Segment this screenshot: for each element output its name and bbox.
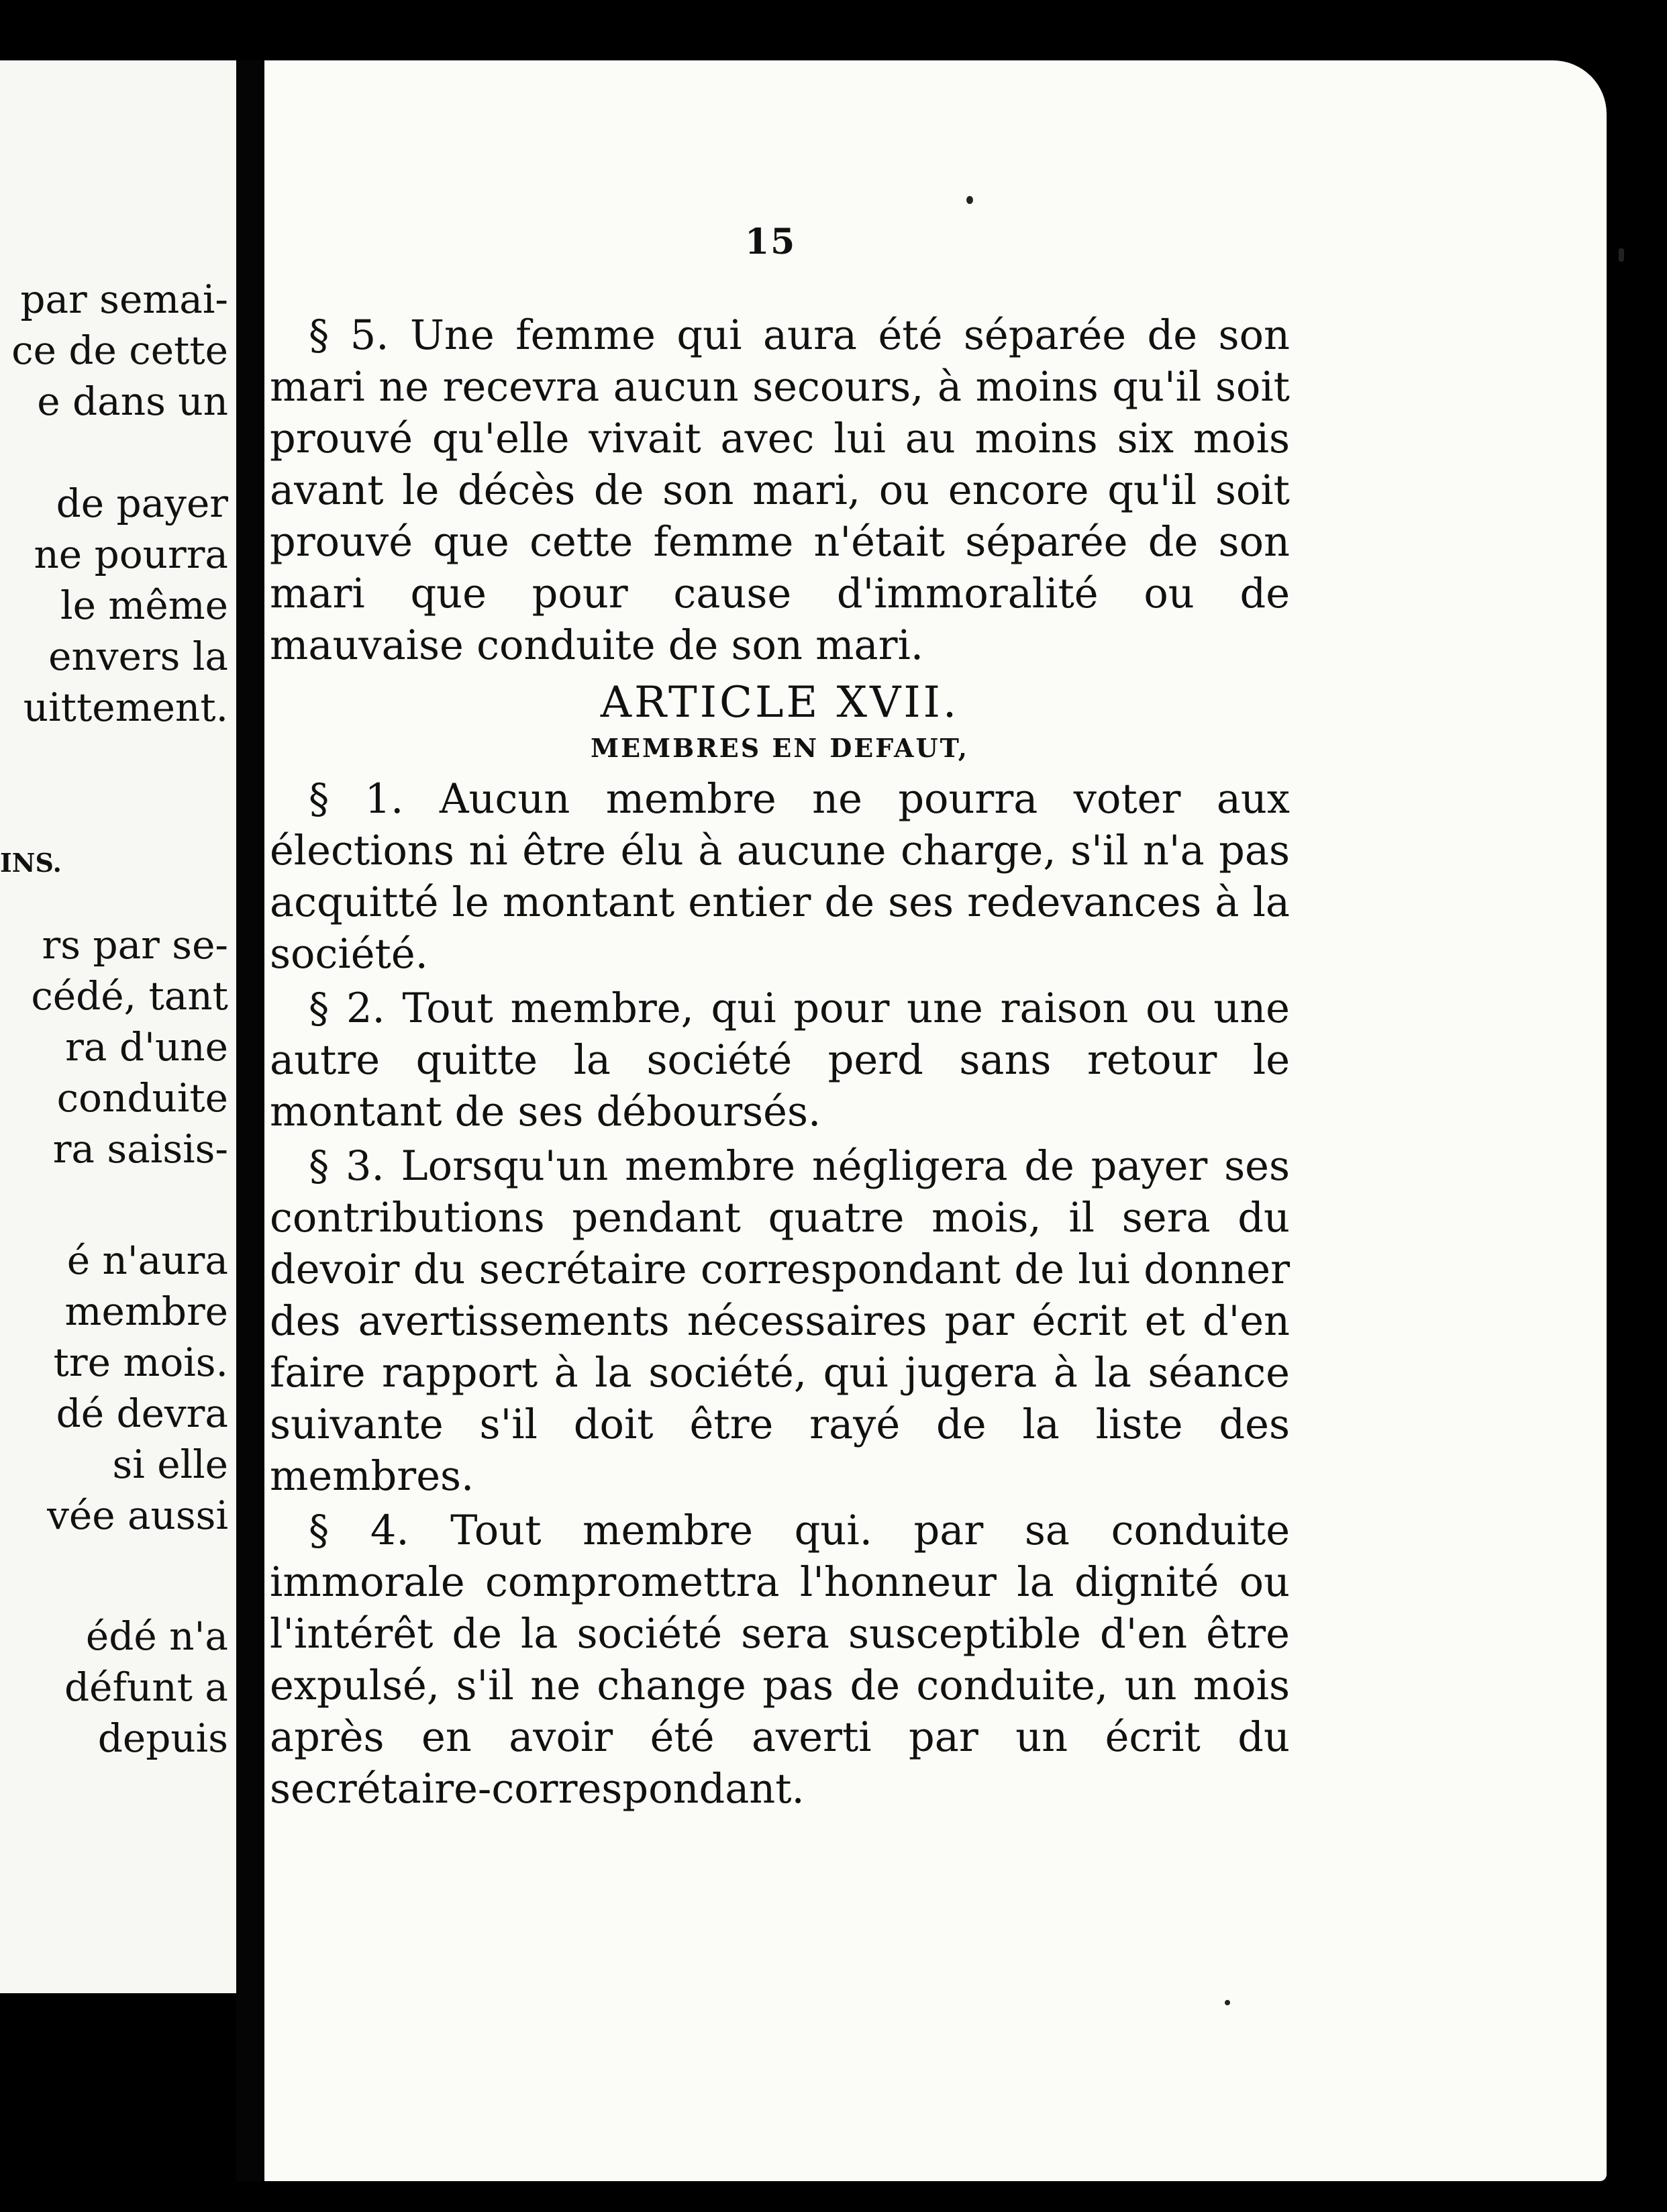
paragraph-section-2: § 2. Tout membre, qui pour une raison ou une autre quitte la société perd sans retour le montant de ses déboursés.: [270, 985, 1290, 1136]
left-page-line: cédé, tant: [31, 973, 228, 1019]
left-page-line: rs par se-: [42, 922, 228, 968]
left-facing-page: [0, 60, 236, 1993]
book-gutter: [236, 60, 264, 2181]
left-page-line: uittement.: [23, 685, 228, 730]
left-page-line: si elle: [112, 1442, 228, 1487]
left-page-line: tre mois.: [53, 1340, 228, 1385]
left-page-line: membre: [64, 1289, 228, 1334]
article-title: ARTICLE XVII.: [600, 678, 960, 727]
left-page-line: é n'aura: [66, 1238, 228, 1283]
left-page-line: ce de cette: [11, 328, 228, 373]
left-page-line: vée aussi: [47, 1493, 228, 1538]
article-subtitle: MEMBRES EN DEFAUT,: [591, 733, 969, 763]
left-page-line: conduite: [56, 1075, 228, 1121]
left-page-line: depuis: [97, 1715, 228, 1761]
left-page-line: par semai-: [20, 276, 228, 322]
scan-speck: [1619, 248, 1624, 262]
left-page-line: INS.: [0, 848, 62, 878]
left-page-line: ra d'une: [65, 1024, 228, 1070]
paragraph-section-5: § 5. Une femme qui aura été séparée de son mari ne recevra aucun secours, à moins qu'il soit prouvé qu'elle vivait avec lui au moins six mois avant le décès de son mari, ou encore qu'il soit prouvé que cette femme n'était séparée de son mari que pour cause d'immoralité ou de mauvaise conduite de son mari.: [270, 312, 1290, 669]
page-body: [270, 310, 1290, 1818]
scan-speck: [966, 196, 973, 204]
left-page-line: ra saisis-: [52, 1126, 228, 1172]
scan-speck: [1225, 2000, 1230, 2005]
left-page-line: le même: [60, 583, 228, 628]
paragraph-section-1: § 1. Aucun membre ne pourra voter aux élections ni être élu à aucune charge, s'il n'a pas acquitté le montant entier de ses redevances à la société.: [270, 776, 1290, 978]
left-page-line: e dans un: [37, 379, 228, 424]
left-page-text: [0, 60, 236, 1993]
paragraph-section-4: § 4. Tout membre qui. par sa conduite immorale compromettra l'honneur la dignité ou l'intérêt de la société sera susceptible d'en être expulsé, s'il ne change pas de conduite, un mois après en avoir été averti par un écrit du secrétaire-correspondant.: [270, 1507, 1290, 1813]
page-number: 15: [745, 221, 797, 262]
left-page-line: envers la: [48, 634, 228, 679]
left-page-line: défunt a: [64, 1664, 228, 1710]
left-page-line: dé devra: [56, 1391, 228, 1436]
paragraph-section-3: § 3. Lorsqu'un membre négligera de payer ses contributions pendant quatre mois, il sera du devoir du secrétaire correspondant de lui donner des avertissements nécessaires par écrit et d'en faire rapport à la société, qui jugera à la séance suivante s'il doit être rayé de la liste des membres.: [270, 1143, 1290, 1500]
left-page-line: édé n'a: [85, 1613, 228, 1659]
left-page-line: ne pourra: [34, 532, 228, 577]
left-page-line: de payer: [56, 481, 228, 526]
